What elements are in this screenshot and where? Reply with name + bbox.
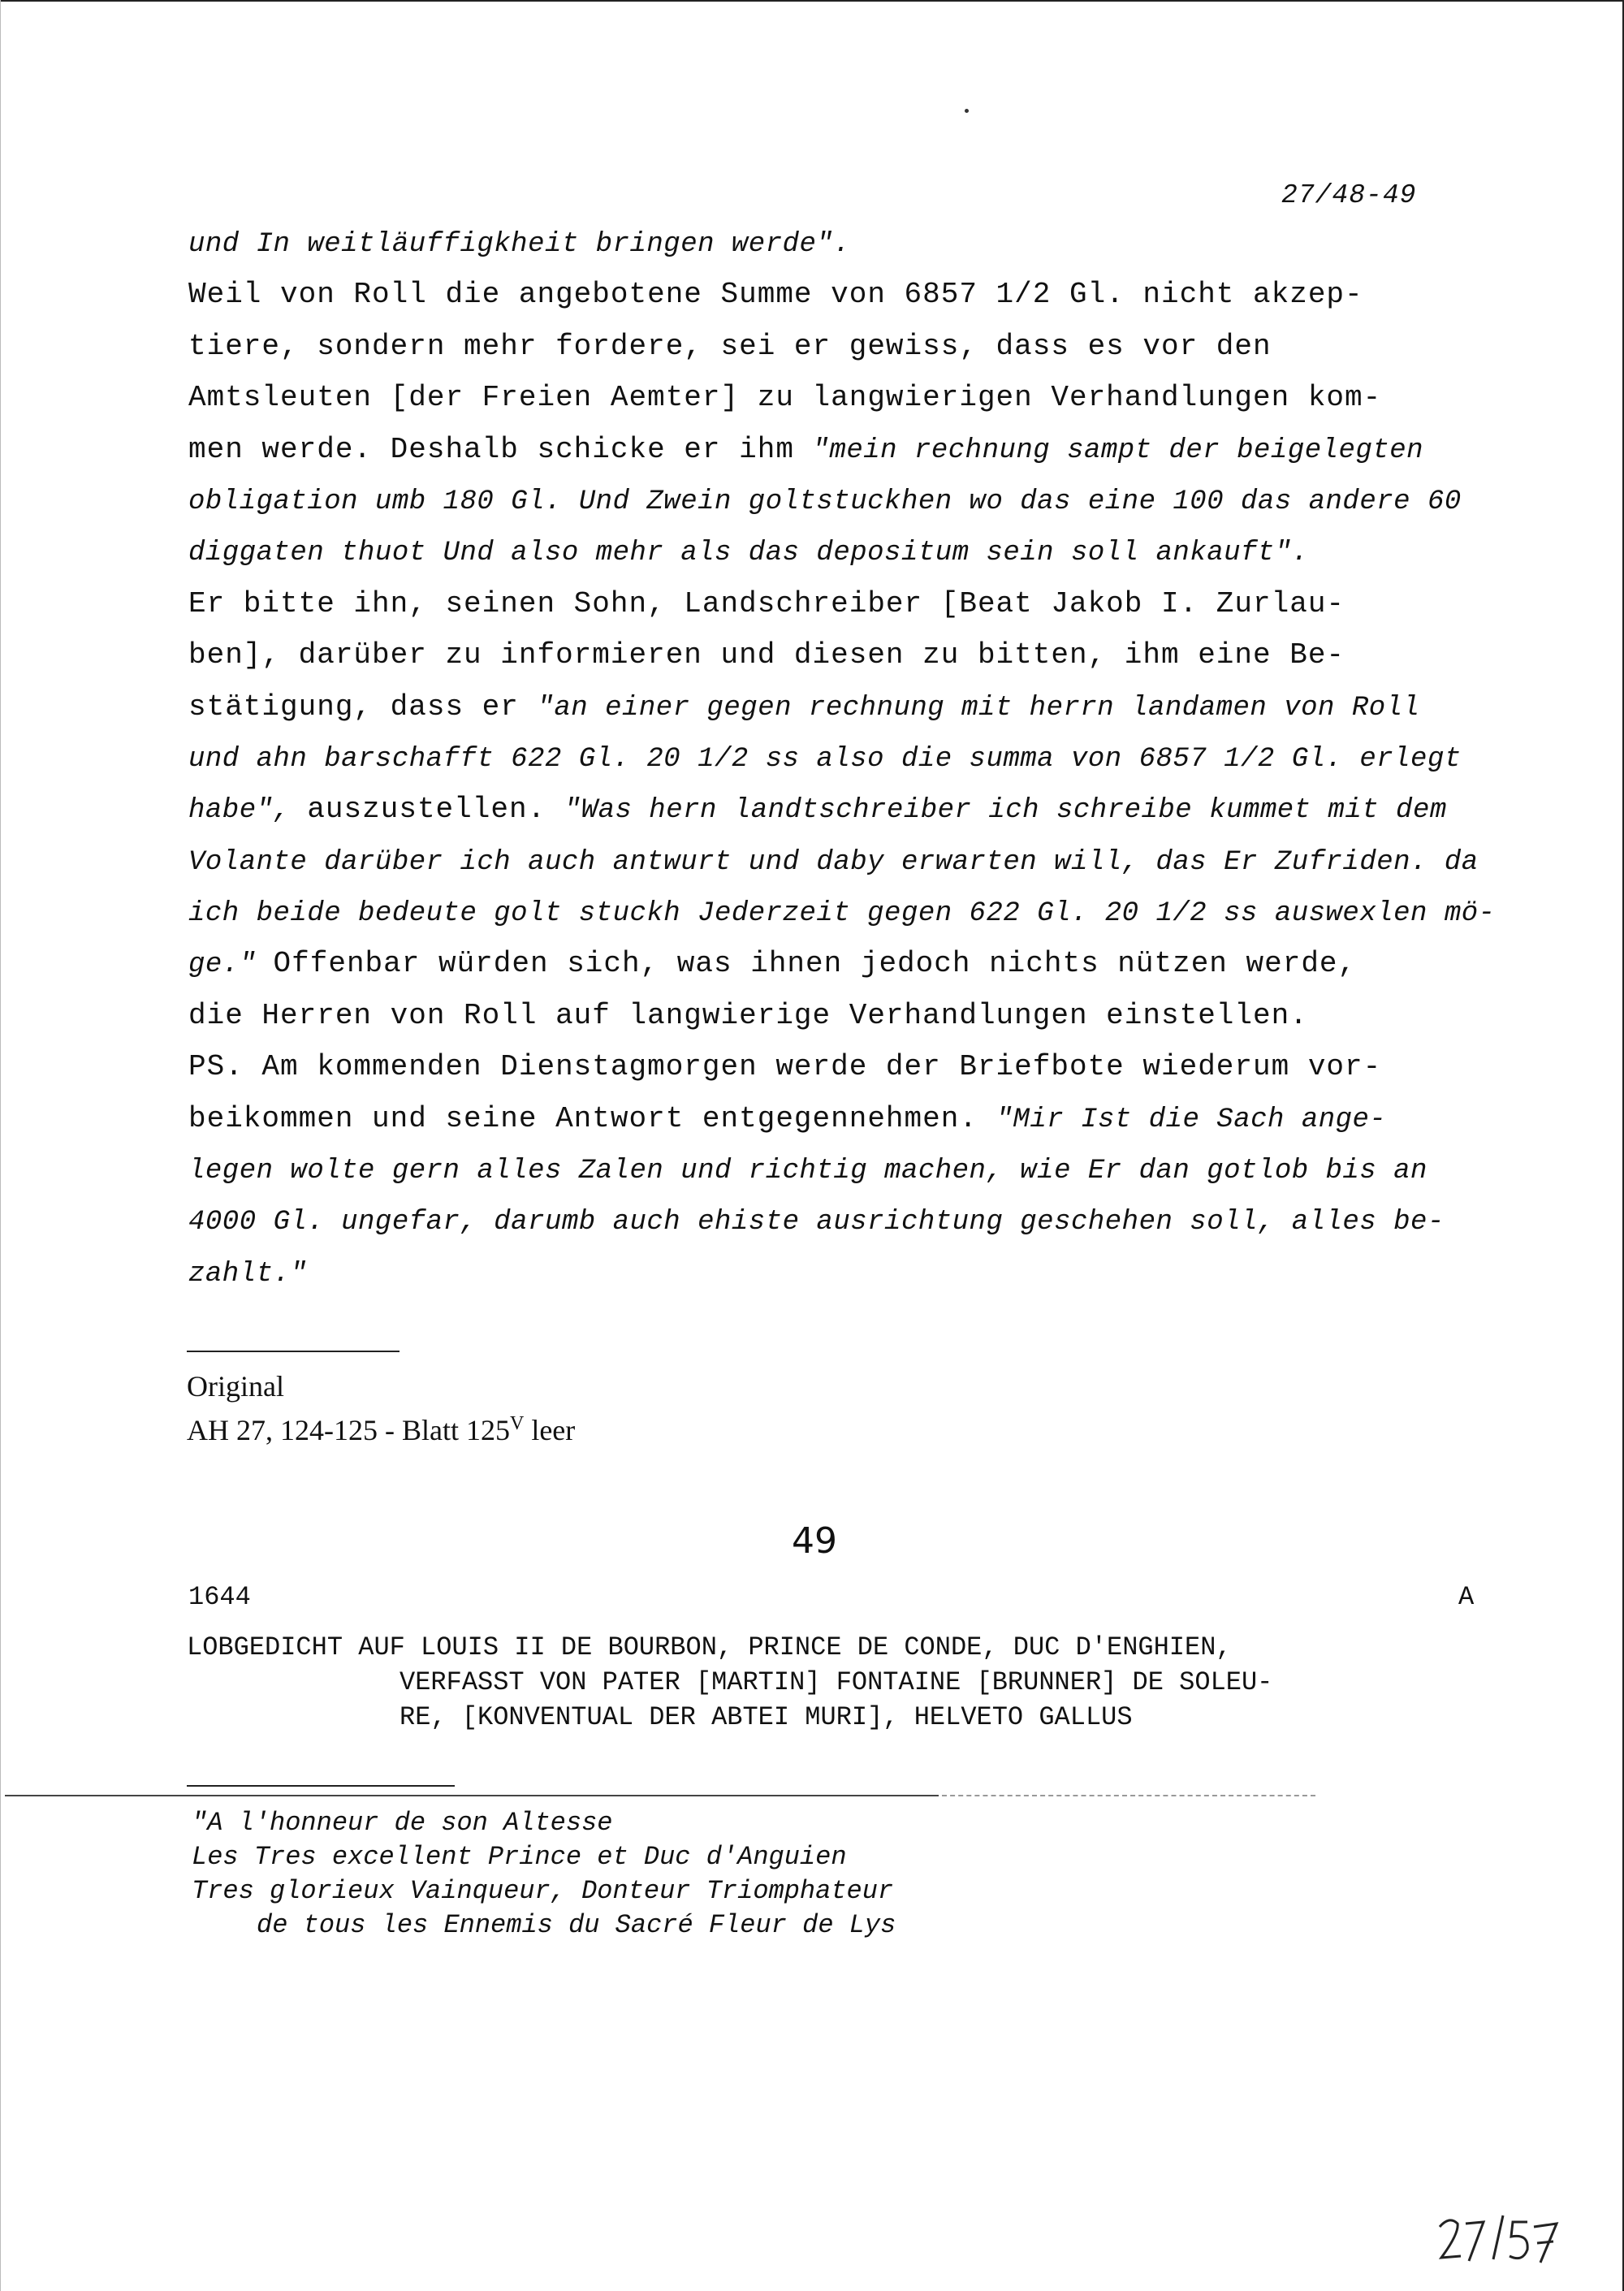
quoted-text: und In weitläuffigkheit bringen werde". bbox=[188, 229, 851, 260]
quote-line: Les Tres excellent Prince et Duc d'Anguien bbox=[192, 1842, 847, 1872]
body-text-segment: tiere, sondern mehr fordere, sei er gewiss, dass es vor den bbox=[188, 329, 1272, 363]
body-line bbox=[188, 1093, 1463, 1144]
body-text-segment: PS. Am kommenden Dienstagmorgen werde der Briefbote wiederum vor- bbox=[188, 1050, 1382, 1084]
quoted-text: und ahn barschafft 622 Gl. 20 1/2 ss also die summa von 6857 1/2 Gl. erlegt bbox=[188, 743, 1462, 775]
body-line bbox=[188, 526, 1463, 577]
handwritten-page-number bbox=[1433, 2209, 1563, 2266]
separator-rule bbox=[5, 1795, 939, 1796]
source-note bbox=[187, 1368, 575, 1449]
quoted-text: "an einer gegen rechnung mit herrn landamen von Roll bbox=[537, 692, 1420, 724]
quoted-text: 4000 Gl. ungefar, darumb auch ehiste ausrichtung geschehen soll, alles be- bbox=[188, 1207, 1445, 1238]
document-year: 1644 bbox=[188, 1582, 251, 1612]
separator-rule-faint bbox=[942, 1795, 1315, 1796]
title-line: LOBGEDICHT AUF LOUIS II DE BOURBON, PRINCE DE CONDE, DUC D'ENGHIEN, bbox=[187, 1632, 1232, 1662]
verso-mark: V bbox=[509, 1413, 525, 1434]
body-text-segment: Weil von Roll die angebotene Summe von 6857 1/2 Gl. nicht akzep- bbox=[188, 278, 1363, 312]
body-line bbox=[188, 321, 1463, 372]
source-reference: AH 27, 124-125 - Blatt $125^V$ leer bbox=[187, 1413, 576, 1446]
body-text-segment: beikommen und seine Antwort entgegennehmen. bbox=[188, 1101, 996, 1135]
source-label: Original bbox=[187, 1370, 284, 1403]
body-line bbox=[188, 990, 1463, 1041]
body-line bbox=[188, 629, 1463, 681]
body-line bbox=[188, 578, 1463, 629]
body-line bbox=[188, 733, 1463, 784]
quoted-text: legen wolte gern alles Zalen und richtig machen, wie Er dan gotlob bis an bbox=[188, 1156, 1427, 1187]
body-text-segment: Er bitte ihn, seinen Sohn, Landschreiber [Beat Jakob I. Zurlau- bbox=[188, 586, 1345, 620]
title-line: RE, [KONVENTUAL DER ABTEI MURI], HELVETO GALLUS bbox=[400, 1702, 1133, 1732]
body-line bbox=[188, 218, 1463, 269]
body-text-segment: men werde. Deshalb schicke er ihm bbox=[188, 432, 813, 466]
quoted-text: ge." bbox=[188, 949, 274, 981]
body-line bbox=[188, 424, 1463, 475]
body-line bbox=[188, 836, 1479, 887]
body-text-segment: stätigung, dass er bbox=[188, 689, 538, 724]
document-category: A bbox=[1458, 1582, 1475, 1612]
body-line bbox=[188, 681, 1463, 733]
document-title bbox=[187, 1630, 1272, 1735]
quoted-text: Volante darüber ich auch antwurt und daby erwarten will, das Er Zufriden. da bbox=[188, 846, 1479, 878]
poem-quote bbox=[192, 1806, 896, 1943]
body-line bbox=[188, 938, 1463, 989]
quote-line: Tres glorieux Vainqueur, Donteur Triomphateur bbox=[192, 1876, 894, 1906]
quoted-text: habe", bbox=[188, 795, 308, 827]
body-text-segment: ben], darüber zu informieren und diesen zu bitten, ihm eine Be- bbox=[188, 638, 1345, 672]
document-number: 49 bbox=[792, 1520, 837, 1562]
body-line bbox=[188, 372, 1463, 423]
page-border-top bbox=[0, 0, 1624, 2]
quote-line: "A l'honneur de son Altesse bbox=[192, 1808, 613, 1838]
body-text-segment: auszustellen. bbox=[307, 793, 564, 827]
body-text-segment: die Herren von Roll auf langwierige Verhandlungen einstellen. bbox=[188, 998, 1308, 1032]
title-line: VERFASST VON PATER [MARTIN] FONTAINE [BRUNNER] DE SOLEU- bbox=[400, 1667, 1273, 1697]
quoted-text: obligation umb 180 Gl. Und Zwein goltstuckhen wo das eine 100 das andere 60 bbox=[188, 486, 1462, 517]
quoted-text: "mein rechnung sampt der beigelegten bbox=[812, 434, 1424, 466]
quote-rule bbox=[187, 1785, 455, 1787]
quoted-text: "Mir Ist die Sach ange- bbox=[996, 1104, 1387, 1135]
page-reference: 27/48-49 bbox=[1281, 180, 1417, 210]
body-line bbox=[188, 1195, 1463, 1247]
body-text-segment: Offenbar würden sich, was ihnen jedoch nichts nützen werde, bbox=[273, 947, 1357, 981]
body-text-segment: Amtsleuten [der Freien Aemter] zu langwierigen Verhandlungen kom- bbox=[188, 381, 1382, 415]
quoted-text: "Was hern landtschreiber ich schreibe kummet mit dem bbox=[564, 795, 1447, 827]
body-line bbox=[188, 1144, 1463, 1195]
body-text bbox=[188, 218, 1496, 1299]
body-line bbox=[188, 475, 1463, 526]
quoted-text: ich beide bedeute golt stuckh Jederzeit gegen 622 Gl. 20 1/2 ss auswexlen mö- bbox=[188, 898, 1496, 930]
body-line bbox=[188, 269, 1463, 320]
ink-speck bbox=[965, 109, 969, 113]
body-line bbox=[188, 1041, 1463, 1092]
body-line bbox=[188, 1247, 1463, 1299]
page-border-left bbox=[0, 0, 1, 2291]
body-line bbox=[188, 784, 1463, 835]
quoted-text: diggaten thuot Und also mehr als das depositum sein soll ankauft". bbox=[188, 538, 1309, 569]
quoted-text: zahlt." bbox=[188, 1258, 308, 1290]
footnote-rule bbox=[187, 1351, 400, 1352]
body-line bbox=[188, 887, 1496, 938]
quote-line: de tous les Ennemis du Sacré Fleur de Lys bbox=[257, 1910, 896, 1940]
